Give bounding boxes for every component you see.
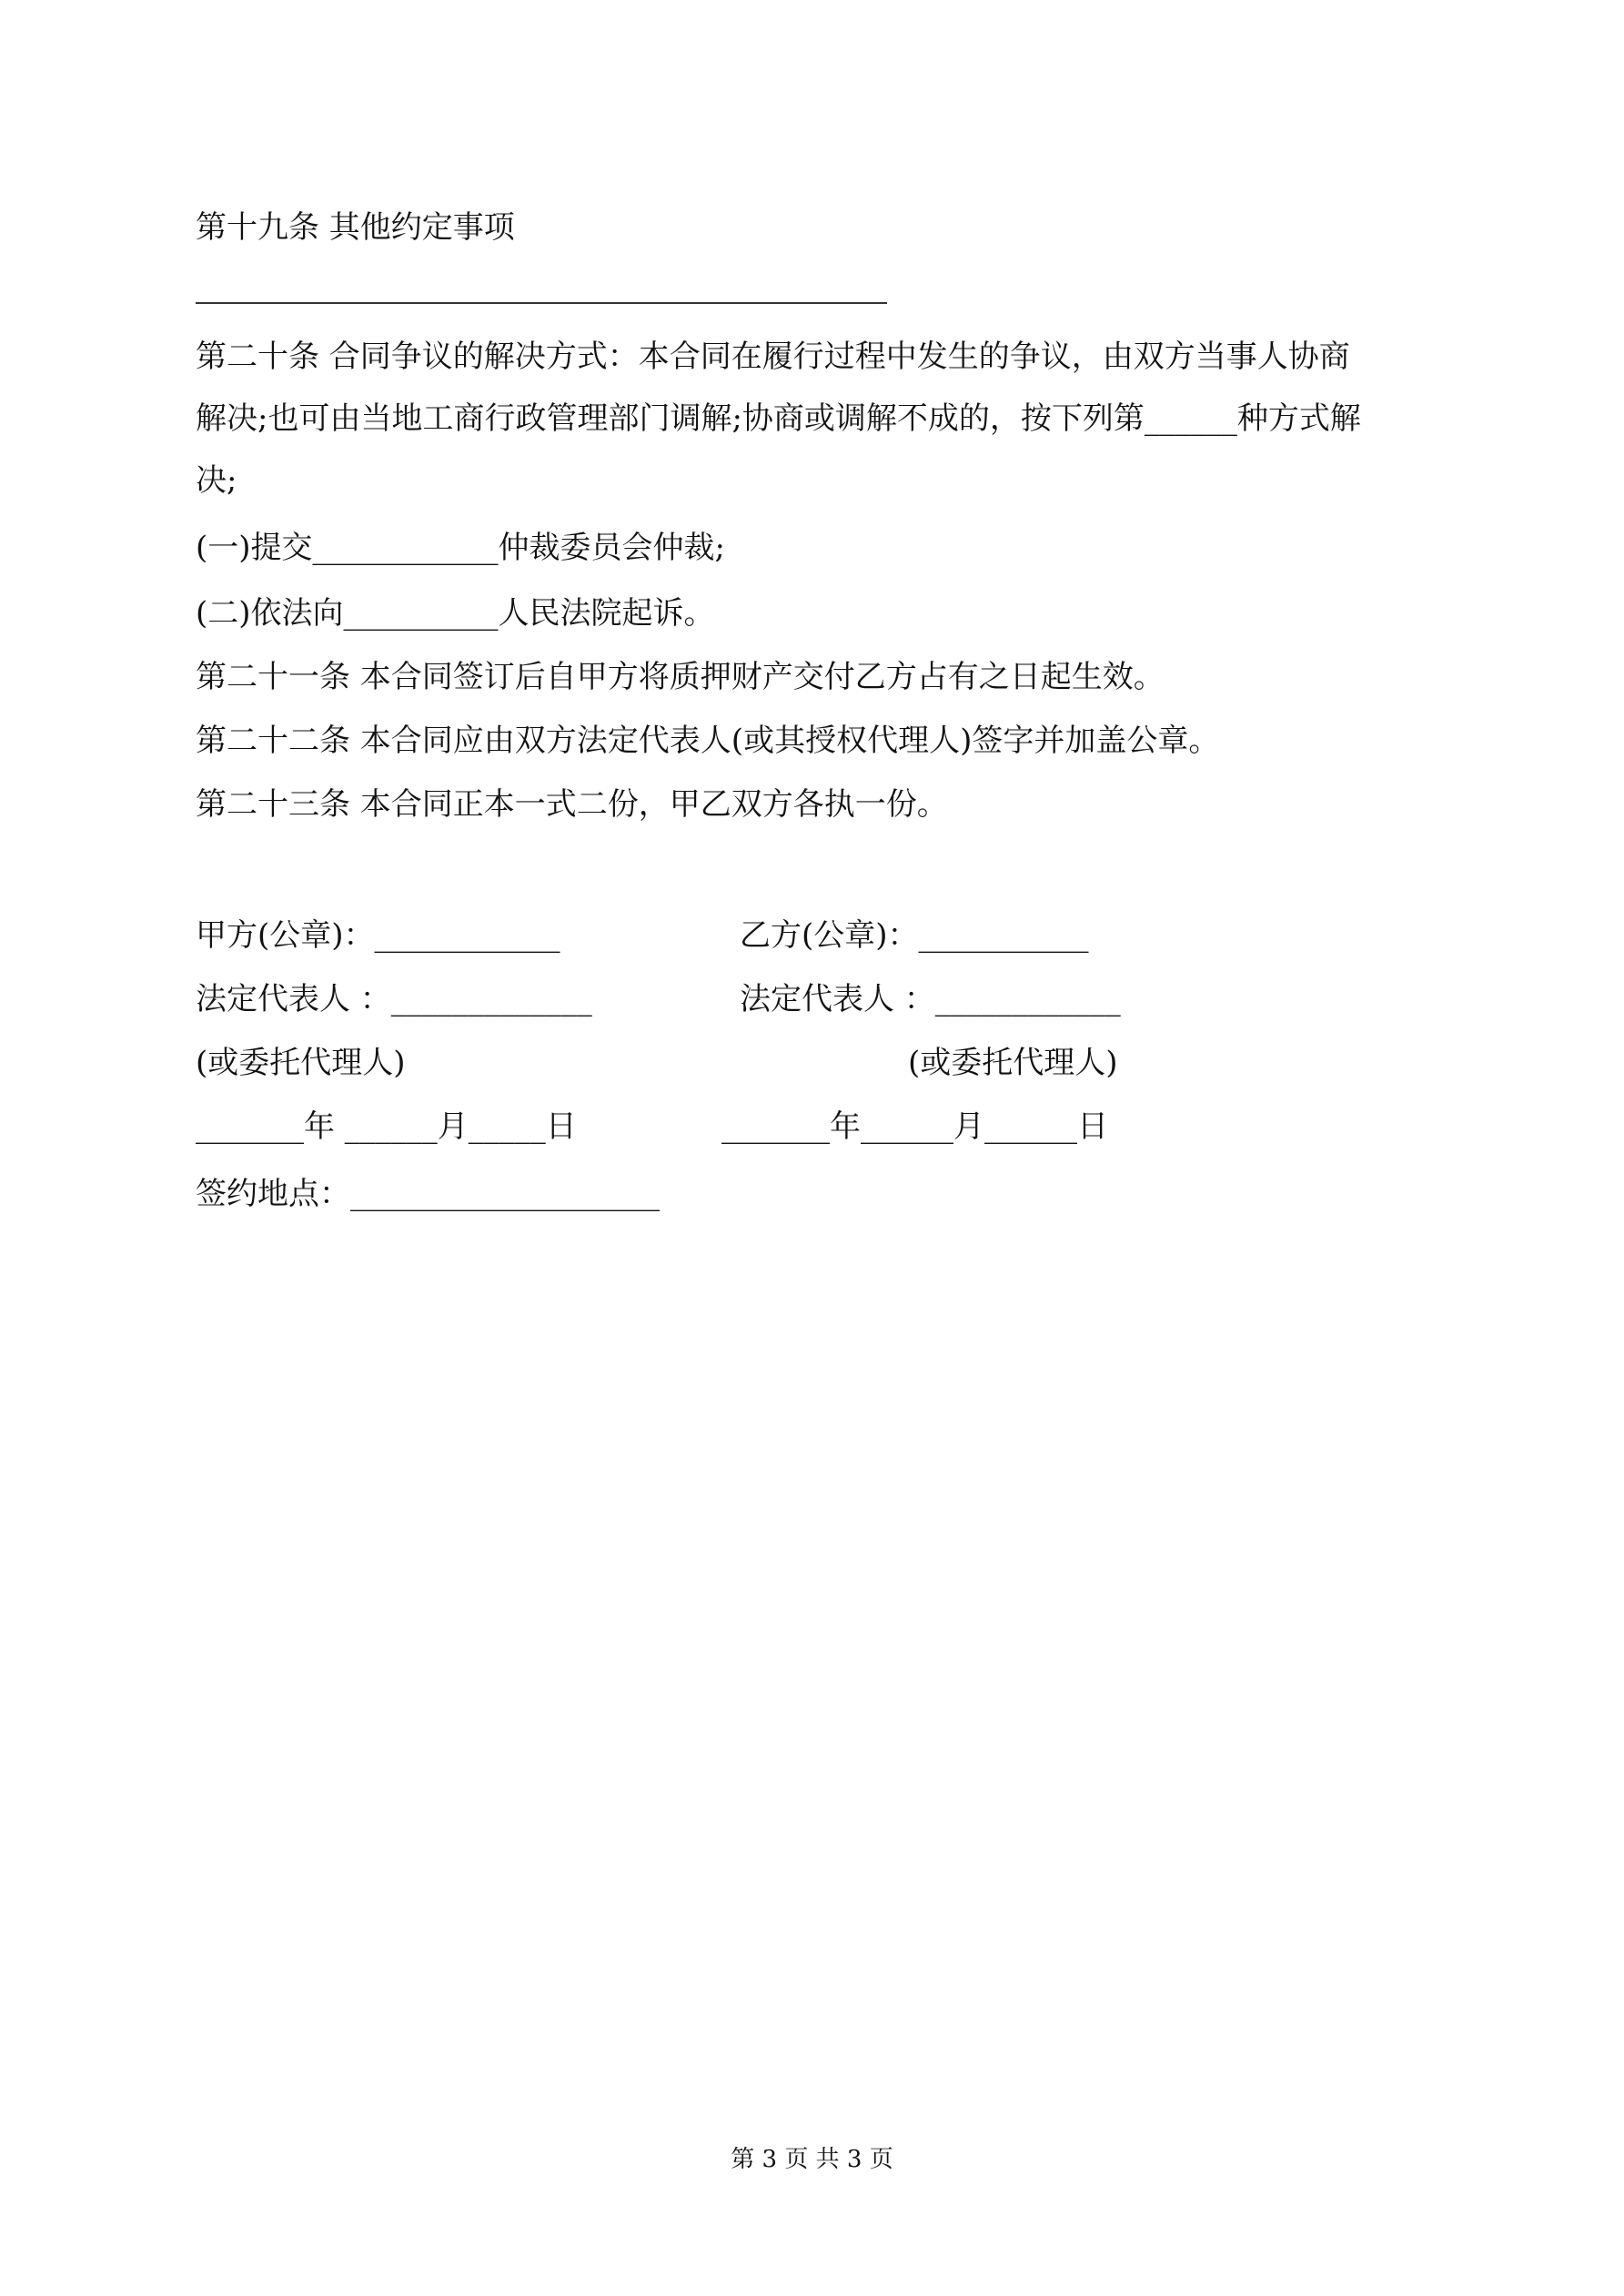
article-21: 第二十一条 本合同签订后自甲方将质押财产交付乙方占有之日起生效。 bbox=[196, 659, 1165, 695]
article-23: 第二十三条 本合同正本一式二份，甲乙双方各执一份。 bbox=[196, 786, 948, 823]
party-a-agent: (或委托代理人) bbox=[196, 1045, 406, 1081]
party-b-seal: 乙方(公章)：___________ bbox=[740, 917, 1089, 954]
party-b-agent: (或委托代理人) bbox=[908, 1045, 1118, 1081]
article-20-option-1: (一)提交____________仲裁委员会仲裁; bbox=[196, 530, 725, 566]
article-19-heading: 第十九条 其他约定事项 bbox=[196, 209, 515, 246]
party-a-seal: 甲方(公章)：____________ bbox=[196, 917, 560, 954]
article-20-line-3: 决; bbox=[196, 462, 237, 499]
signing-place: 签约地点：____________________ bbox=[196, 1176, 660, 1212]
article-19-blank-line bbox=[196, 302, 887, 304]
article-22: 第二十二条 本合同应由双方法定代表人(或其授权代理人)签字并加盖公章。 bbox=[196, 723, 1220, 759]
article-20-line-2: 解决;也可由当地工商行政管理部门调解;协商或调解不成的，按下列第______种方式解 bbox=[196, 400, 1361, 437]
party-a-legal-rep: 法定代表人 ：_____________ bbox=[196, 981, 592, 1017]
page-footer: 第 3 页 共 3 页 bbox=[731, 2146, 893, 2173]
party-b-legal-rep: 法定代表人 ：____________ bbox=[740, 981, 1121, 1017]
article-20-option-2: (二)依法向__________人民法院起诉。 bbox=[196, 595, 715, 632]
party-b-date: _______年______月______日 bbox=[721, 1108, 1108, 1145]
party-a-date: _______年 ______月_____日 bbox=[196, 1108, 577, 1145]
article-20-line-1: 第二十条 合同争议的解决方式：本合同在履行过程中发生的争议，由双方当事人协商 bbox=[196, 339, 1350, 375]
